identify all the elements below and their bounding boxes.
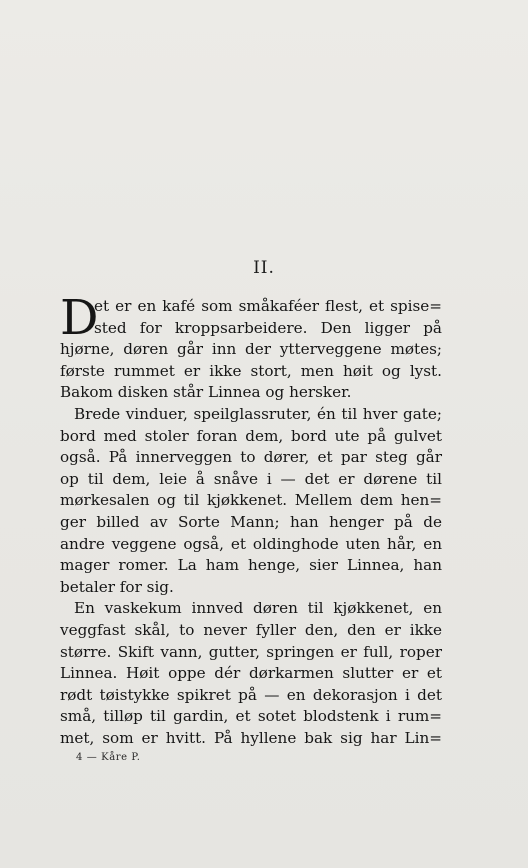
text-line: mørkesalen og til kjøkkenet. Mellem dem hen= — [60, 491, 442, 510]
text-line: mager romer. La ham henge, sier Linnea, han — [60, 556, 442, 575]
text-line: også. På innerveggen to dører, et par steg går — [60, 448, 442, 467]
printer-signature: 4 — Kåre P. — [76, 752, 141, 763]
text-line: ger billed av Sorte Mann; han henger på de — [60, 512, 442, 531]
text-line: En vaskekum innved døren til kjøkkenet, en — [74, 599, 442, 618]
text-line: op til dem, leie å snåve i — det er dørene til — [60, 469, 442, 488]
text-line: Bakom disken står Linnea og hersker. — [60, 383, 352, 402]
text-line: veggfast skål, to never fyller den, den er ikke — [60, 620, 442, 639]
chapter-heading: II. — [253, 258, 275, 278]
text-line: andre veggene også, et oldinghode uten hår, en — [60, 534, 442, 553]
text-line: hjørne, døren går inn der ytterveggene møtes; — [60, 340, 442, 359]
text-line: met, som er hvitt. På hyllene bak sig har Lin= — [60, 728, 442, 747]
text-line: betaler for sig. — [60, 577, 174, 596]
text-line: første rummet er ikke stort, men høit og lyst. — [60, 361, 442, 380]
text-line: Linnea. Høit oppe dér dørkarmen slutter er et — [60, 664, 442, 683]
text-line: Brede vinduer, speilglassruter, én til hver gate; — [74, 404, 442, 423]
text-line: større. Skift vann, gutter, springen er full, roper — [60, 642, 442, 661]
text-line: rødt tøistykke spikret på — en dekorasjon i det — [60, 685, 442, 704]
text-line: bord med stoler foran dem, bord ute på gulvet — [60, 426, 442, 445]
text-line: små, tilløp til gardin, et sotet blodstenk i rum= — [60, 707, 442, 726]
text-line: sted for kroppsarbeidere. Den ligger på — [94, 318, 442, 337]
text-line: et er en kafé som småkaféer flest, et spise= — [94, 297, 442, 315]
drop-cap: D — [60, 290, 99, 346]
chapter-body — [60, 290, 442, 749]
